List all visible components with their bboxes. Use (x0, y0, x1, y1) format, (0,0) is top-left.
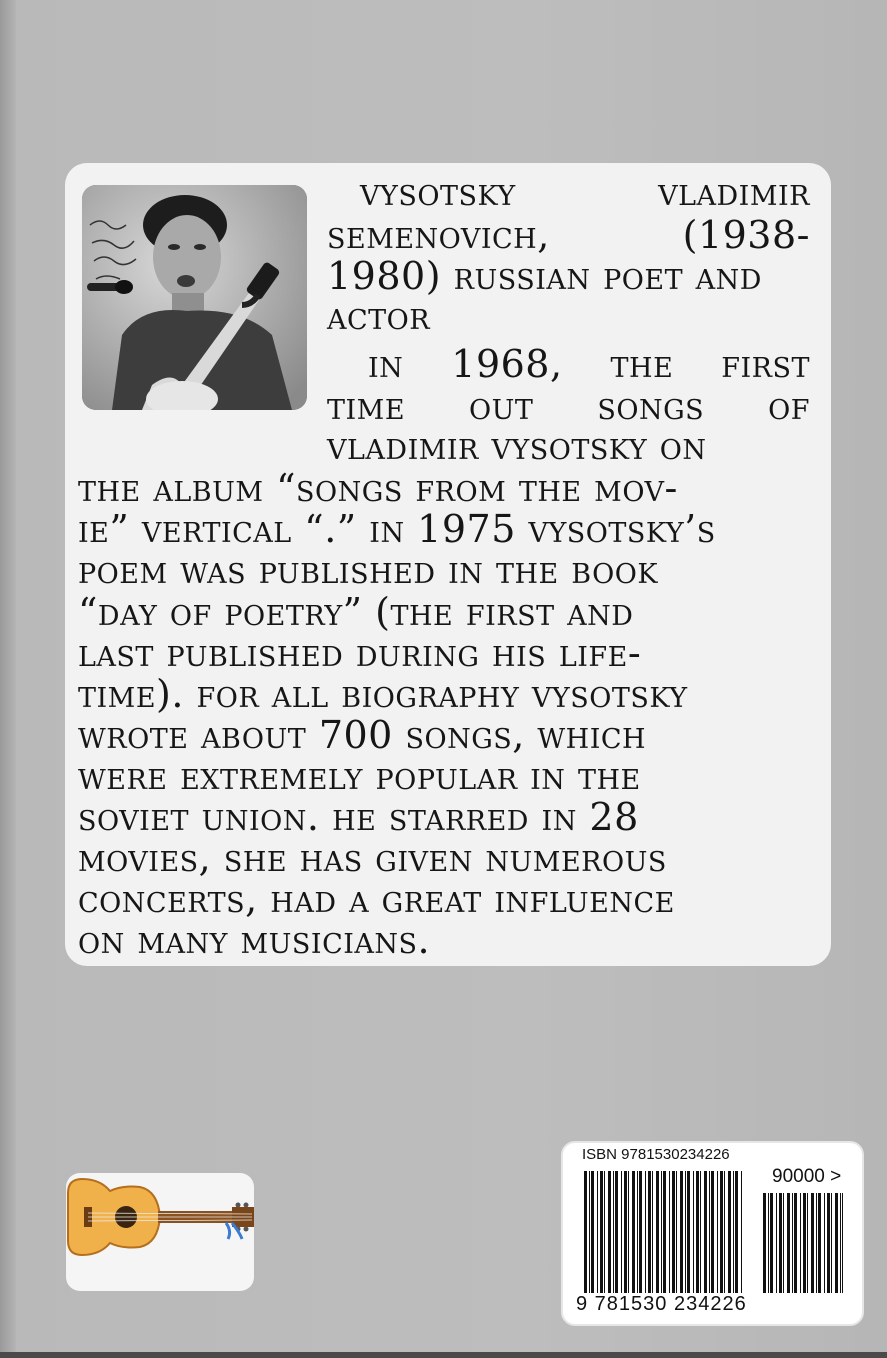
text-word: vysotsky (360, 170, 516, 214)
text-line-7 (327, 424, 810, 468)
barcode-bar (827, 1193, 830, 1293)
barcode-bar (807, 1193, 808, 1293)
barcode-bar (621, 1171, 622, 1293)
text-word: “day of poetry” (the first and (78, 590, 634, 634)
text-word: the (610, 342, 674, 386)
barcode-bar (779, 1193, 782, 1293)
barcode-bar (648, 1171, 651, 1293)
barcode-bar (787, 1193, 790, 1293)
barcode-bar (661, 1171, 662, 1293)
text-line-1 (360, 170, 810, 214)
isbn-digits: 9 781530 234226 (576, 1293, 747, 1315)
barcode-bar (639, 1171, 642, 1293)
bottom-edge (0, 1352, 887, 1358)
text-line-17 (78, 836, 813, 880)
text-line-12 (78, 631, 813, 675)
text-line-4 (327, 294, 810, 338)
barcode-bar (818, 1193, 821, 1293)
barcode-bar (794, 1193, 797, 1293)
barcode-bar (608, 1171, 611, 1293)
barcode-bar (720, 1171, 723, 1293)
barcode-bar (709, 1171, 710, 1293)
text-word: time (327, 384, 406, 428)
text-word: songs (597, 384, 705, 428)
text-word: last published during his life- (78, 631, 642, 675)
barcode-bar (840, 1193, 841, 1293)
text-line-8 (78, 466, 813, 510)
text-line-3 (327, 254, 810, 298)
portrait-photo (82, 185, 307, 410)
barcode-bar (724, 1171, 725, 1293)
guitar-image-panel (66, 1173, 254, 1291)
barcode-bar (624, 1171, 627, 1293)
barcode-bar (597, 1171, 598, 1293)
barcode-bar (768, 1193, 769, 1293)
text-line-15 (78, 754, 813, 798)
barcode-bar (628, 1171, 629, 1293)
barcode-bar (824, 1193, 825, 1293)
barcode-bar (735, 1171, 738, 1293)
barcode-bar (687, 1171, 690, 1293)
barcode-bar (717, 1171, 718, 1293)
text-word: (1938- (682, 213, 810, 257)
text-line-14 (78, 713, 813, 757)
barcode-bar (589, 1171, 590, 1293)
barcode-bar (741, 1171, 742, 1293)
barcode-bar (615, 1171, 618, 1293)
text-word: actor (327, 294, 431, 338)
text-word: time). for all biography vysotsky (78, 672, 688, 716)
price-code: 90000 > (772, 1166, 842, 1187)
barcode-bar (600, 1171, 603, 1293)
text-word: the album “songs from the mov- (78, 466, 678, 510)
barcode-bar (672, 1171, 675, 1293)
barcode-bar (811, 1193, 814, 1293)
barcode-bar (696, 1171, 699, 1293)
barcode-bar (632, 1171, 635, 1293)
barcode-bar (676, 1171, 677, 1293)
barcode-bar (770, 1193, 773, 1293)
barcode-bar (803, 1193, 806, 1293)
text-line-18 (78, 877, 813, 921)
barcode-bar (645, 1171, 646, 1293)
text-word: were extremely popular in the (78, 754, 641, 798)
text-line-5 (368, 342, 810, 386)
barcode-bar (584, 1171, 587, 1293)
barcode-bar (792, 1193, 793, 1293)
text-word: concerts, had a great influence (78, 877, 675, 921)
text-line-19 (78, 918, 813, 962)
acoustic-guitar-icon (66, 1173, 254, 1291)
barcode-bar (613, 1171, 614, 1293)
barcode-bar (663, 1171, 666, 1293)
text-word: in (368, 342, 404, 386)
barcode-bar (816, 1193, 817, 1293)
isbn-label: ISBN 9781530234226 (582, 1146, 730, 1163)
barcode-bar (800, 1193, 801, 1293)
text-line-2 (327, 213, 810, 257)
text-word: 1968, (451, 342, 563, 386)
barcode-bar (776, 1193, 777, 1293)
text-word: wrote about 700 songs, which (78, 713, 647, 757)
text-word: 1980) russian poet and (327, 254, 762, 298)
text-word: ie” vertical “.” in 1975 vysotsky’s (78, 507, 716, 551)
barcode-bar (637, 1171, 638, 1293)
text-word: soviet union. he starred in 28 (78, 795, 639, 839)
text-line-9 (78, 507, 813, 551)
text-line-6 (327, 384, 810, 428)
text-word: vladimir (658, 170, 810, 214)
text-line-16 (78, 795, 813, 839)
barcode-bar (783, 1193, 784, 1293)
barcode-bar (711, 1171, 714, 1293)
text-word: first (721, 342, 810, 386)
barcode-bar (669, 1171, 670, 1293)
text-word: poem was published in the book (78, 548, 659, 592)
text-word: vladimir vysotsky on (327, 424, 707, 468)
text-line-13 (78, 672, 813, 716)
text-word: movies, she has given numerous (78, 836, 667, 880)
barcode-bar (591, 1171, 594, 1293)
text-word: of (768, 384, 810, 428)
barcode-bar (704, 1171, 707, 1293)
text-word: out (468, 384, 534, 428)
text-word: semenovich, (327, 213, 550, 257)
barcode-bar (700, 1171, 701, 1293)
barcode-bar (652, 1171, 653, 1293)
barcode-bar (604, 1171, 605, 1293)
spine-edge (0, 0, 16, 1358)
barcode-bar (835, 1193, 838, 1293)
barcode-bar (680, 1171, 683, 1293)
barcode-bar (831, 1193, 832, 1293)
barcode-bar (685, 1171, 686, 1293)
barcode-bar (842, 1193, 843, 1293)
barcode-bar (733, 1171, 734, 1293)
text-word: on many musicians. (78, 918, 431, 962)
barcode-bar (763, 1193, 766, 1293)
singer-with-guitar-photo (82, 185, 307, 410)
text-line-11 (78, 590, 813, 634)
barcode-bar (656, 1171, 659, 1293)
barcode-bar (693, 1171, 694, 1293)
barcode-bar (728, 1171, 731, 1293)
text-line-10 (78, 548, 813, 592)
